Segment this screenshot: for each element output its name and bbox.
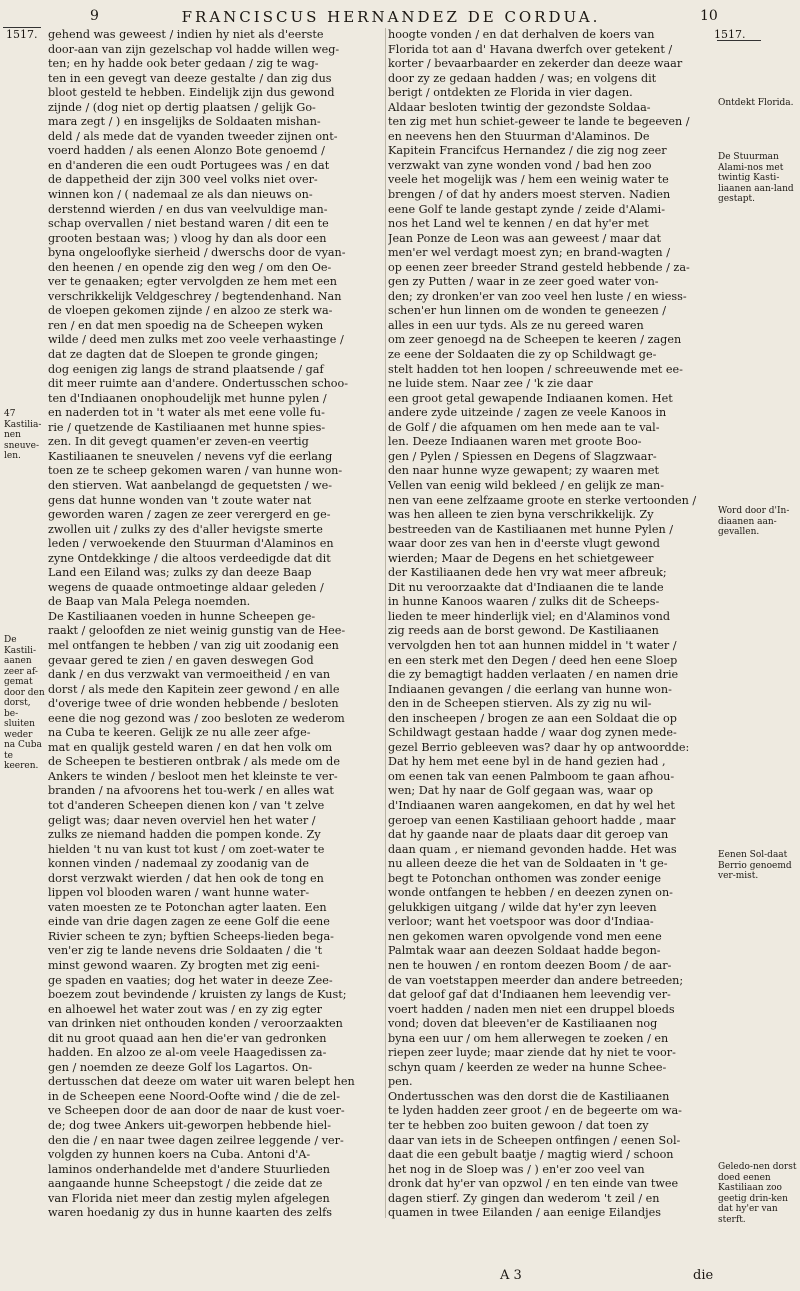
text-line: dit meer ruimte aan d'andere. Ondertusschen schoo- [48,377,349,391]
text-line: en neevens hen den Stuurman d'Alaminos. De [388,129,650,143]
signature-mark: A 3 [500,1268,522,1283]
text-line: dorst verzwakt wierden / dat hen ook de tong en [48,871,324,885]
text-line: verloor; want het voetspoor was door d'Indiaa- [388,915,654,929]
text-line: Ondertusschen was den dorst die de Kastiliaanen [388,1089,670,1103]
text-line: dronk dat hy'er van opzwol / en ten einde van twee [388,1177,679,1191]
text-line: branden / na afvoorens het tou-werk / en alles wat [48,784,334,798]
margin-note-right-2: De Stuurman Alami-nos met twintig Kasti-liaanen aan-land gestapt. [718,152,794,204]
right-text-column [388,28,714,1221]
text-line: mara zegt / ) en insgelijks de Soldaaten mishan- [48,115,321,129]
text-line: zig reeds aan de borst gewond. De Kastiliaanen [388,624,659,638]
text-line: schyn quam / keerden ze weder na hunne Schee- [388,1060,667,1074]
text-line: konnen vinden / nademaal zy zoodanig van de [48,857,310,871]
text-line: het nog in de Sloep was / ) en'er zoo veel van [388,1162,645,1176]
text-line: op eenen zeer breeder Strand gesteld hebbende / za- [388,260,690,274]
text-line: Dat hy hem met eene byl in de hand gezien had , [388,755,666,769]
text-line: andere zyde uitzeinde / zagen ze veele Kanoos in [388,406,667,420]
text-line: minst gewond waaren. Zy brogten met zig eeni- [48,959,320,972]
text-line: eene die nog gezond was / zoo besloten ze wederom [48,711,345,725]
text-line: dagen stierf. Zy gingen dan wederom 't zeil / en [388,1191,660,1205]
text-line: den naar hunne wyze gewapent; zy waaren met [388,464,659,478]
text-line: de Baap van Mala Pelega noemden. [48,595,251,609]
text-line: ten zig met hun schiet-geweer te lande te begeeven / [388,115,690,129]
text-line: daar van iets in de Scheepen ontfingen / eenen Sol- [388,1133,681,1147]
text-line: wilde / deed men zulks met zoo veele verhaastinge / [48,333,344,347]
text-line: tot d'anderen Scheepen dienen kon / van 't zelve [48,798,325,812]
text-line: te lyden hadden zeer groot / en de begeerte om wa- [388,1104,682,1118]
text-line: wen; Dat hy naar de Golf gegaan was, waar op [388,784,654,798]
text-line: daan quam , er niemand gevonden hadde. Het was [388,842,677,856]
text-line: die zy bemagtigt hadden verlaaten / en namen drie [388,668,679,682]
text-line: Vellen van eenig wild bekleed / en gelijk ze man- [388,478,665,492]
text-line: dank / en dus verzwakt van vermoeitheid / en van [48,668,331,682]
text-line: geroep van eenen Kastiliaan gehoort hadde , maar [388,813,676,827]
text-line: Kastiliaanen te sneuvelen / nevens vyf die eerlang [48,449,333,463]
text-line: vaten moesten ze te Potonchan agter laaten. Een [48,900,327,914]
margin-note-right-5: Geledo-nen dorst doed eenen Kastiliaan zoo geetig drin-ken dat hy'er van sterft. [718,1162,797,1225]
margin-note-right-4: Eenen Sol-daat Berrio genoemd ver-mist. [718,850,792,881]
text-line: byna ongelooflyke sierheid / dwerschs door de vyan- [48,246,346,260]
text-line: van Florida niet meer dan zestig mylen afgelegen [48,1191,330,1205]
text-line: waar door zes van hen in d'eerste vlugt gewond [388,537,660,551]
text-line: zulks ze niemand hadden die pompen konde. Zy [48,828,321,842]
left-text-column [48,28,384,1221]
text-line: nu alleen deeze die het van de Soldaaten in 't ge- [388,857,668,871]
text-line: zyne Ontdekkinge / die altoos verdeedigde dat dit [48,551,331,565]
text-line: ten; en hy hadde ook beter gedaan / zig te wag- [48,57,319,71]
text-line: en alhoewel het water zout was / en zy zig egter [48,1002,323,1016]
text-line: riepen zeer luyde; maar ziende dat hy niet te voor- [388,1046,676,1060]
text-line: schen'er hun linnen om de wonden te geneezen / [388,304,667,318]
margin-year-right: 1517. [714,28,746,41]
text-line: Palmtak waar aan deezen Soldaat hadde begon- [388,944,661,958]
text-line: den heenen / en opende zig den weg / om den Oe- [48,260,332,274]
text-line: Kapitein Francifcus Hernandez / die zig nog zeer [388,144,667,158]
text-line: dog eenigen zig langs de strand plaatsende / gaf [48,362,324,376]
text-line: nos het Land wel te kennen / en dat hy'er met [388,217,649,231]
text-line: den in de Scheepen stierven. Als zy zig nu wil- [388,697,652,711]
text-line: om eenen tak van eenen Palmboom te gaan afhou- [388,769,675,783]
text-line: stelt hadden tot hen loopen / schreeuwende met ee- [388,362,683,376]
text-line: quamen in twee Eilanden / aan eenige Eilandjes [388,1206,661,1220]
catchword: die [693,1268,714,1283]
text-line: dat hy gaande naar de plaats daar dit geroep van [388,828,669,842]
text-line: verschrikkelijk Veldgeschrey / begtendenhand. Nan [48,289,342,303]
text-line: De Kastiliaanen voeden in hunne Scheepen ge- [48,609,316,623]
margin-year-left: 1517. [6,28,38,41]
text-line: deld / als mede dat de vyanden tweeder zijnen ont- [48,129,338,143]
text-line: verzwakt van zyne wonden vond / bad hen zoo [388,158,652,172]
text-line: gelukkigen uitgang / wilde dat hy'er zyn leeven [388,900,657,914]
margin-note-right-1: Ontdekt Florida. [718,98,794,108]
text-line: dorst / als mede den Kapitein zeer gewond / en alle [48,682,340,696]
text-line: len. Deeze Indiaanen waren met groote Boo- [388,435,642,449]
text-line: Rivier scheen te zyn; byftien Scheeps-lieden bega- [48,929,334,943]
text-line: Dit nu veroorzaakte dat d'Indiaanen die te lande [388,580,664,594]
text-line: de Golf / die afquamen om hen mede aan te val- [388,420,660,434]
text-line: Jean Ponze de Leon was aan geweest / maar dat [388,231,662,245]
text-line: Indiaanen gevangen / die eerlang van hunne won- [388,682,672,696]
text-line: brengen / of dat hy anders moest sterven. Nadien [388,188,671,202]
text-line: door zy ze gedaan hadden / was; en volgens dit [388,71,657,85]
text-line: winnen kon / ( nademaal ze als dan nieuws on- [48,188,313,202]
text-line: d'Indiaanen waren aangekomen, en dat hy wel het [388,798,675,812]
text-line: begt te Potonchan onthomen was zonder eenige [388,871,662,885]
text-line: en naderden tot in 't water als met eene volle fu- [48,406,325,420]
text-line: na Cuba te keeren. Gelijk ze nu alle zeer afge- [48,726,311,740]
running-title: FRANCISCUS HERNANDEZ DE CORDUA. [181,8,601,26]
text-line: korter / bevaarbaarder en zekerder dan deeze waar [388,57,683,71]
text-line: gehend was geweest / indien hy niet als d'eerste [48,28,324,41]
text-line: een groot getal gewapende Indiaanen komen. Het [388,391,673,405]
text-line: nen gekomen waren opvolgende vond men eene [388,929,662,943]
text-line: vond; doven dat bleeven'er de Kastiliaanen nog [388,1017,658,1031]
text-line: byna een uur / om hem allerwegen te zoeken / en [388,1031,669,1045]
text-line: rie / quetzende de Kastiliaanen met hunne spies- [48,420,326,434]
text-line: dat geloof gaf dat d'Indiaanen hem leevendig ver- [388,988,671,1002]
text-line: derstennd wierden / en dus van veelvuldige man- [48,202,328,216]
text-line: om zeer genoegd na de Scheepen te keeren / zagen [388,333,682,347]
text-line: gen / noemden ze deeze Golf los Lagartos. On- [48,1060,313,1074]
text-line: ge spaden en vaaties; dog het water in deeze Zee- [48,973,333,987]
text-line: wierden; Maar de Degens en het schietgeweer [388,551,654,565]
text-line: boezem zout bevindende / kruisten zy langs de Kust; [48,988,347,1002]
text-line: nen van eene zelfzaame groote en sterke vertoonden / [388,493,697,507]
text-line: ne luide stem. Naar zee / 'k zie daar [388,377,593,391]
text-line: volgden zy hunnen koers na Cuba. Antoni d'A- [48,1148,311,1162]
text-line: aangaande hunne Scheepstogt / die zeide dat ze [48,1177,323,1191]
text-line: geworden waren / zagen ze zeer verergerd en ge- [48,508,331,522]
text-line: lieden te meer hinderlijk viel; en d'Alaminos vond [388,609,671,623]
text-line: Ankers te winden / besloot men het kleinste te ver- [48,769,338,783]
text-line: pen. [388,1075,413,1089]
text-line: ze eene der Soldaaten die zy op Schildwagt ge- [388,348,657,362]
text-line: ver te genaaken; egter vervolgden ze hem met een [48,275,337,289]
text-line: ten d'Indiaanen onophoudelijk met hunne pylen / [48,391,327,405]
text-line: waren hoedanig zy dus in hunne kaarten des zelfs [48,1206,333,1220]
margin-year-rule [717,40,761,41]
text-line: de vloepen gekomen zijnde / en alzoo ze sterk wa- [48,304,333,318]
page-number: 9 [90,8,99,24]
text-line: zijnde / (dog niet op dertig plaatsen / gelijk Go- [48,100,316,114]
text-line: voert hadden / naden men niet een druppel bloeds [388,1002,675,1016]
text-line: Land een Eiland was; zulks zy dan deeze Baap [48,566,312,580]
text-line: raakt / geloofden ze niet weinig gunstig van de Hee- [48,624,346,638]
text-line: der Kastiliaanen dede hen vry wat meer afbreuk; [388,566,667,580]
text-line: ven'er zig te lande nevens drie Soldaaten / die 't [48,944,323,958]
text-line: Florida tot aan d' Havana dwerfch over getekent / [388,42,673,56]
text-line: ter te hebben zoo buiten gewoon / dat toen zy [388,1119,649,1133]
text-line: in hunne Kanoos waaren / zulks dit de Scheeps- [388,595,660,609]
text-line: mat en qualijk gesteld waren / en dat hen volk om [48,740,333,754]
text-line: gezel Berrio gebleeven was? daar hy op antwoordde: [388,740,690,754]
text-line: dat ze dagten dat de Sloepen te gronde gingen; [48,348,319,362]
text-line: vervolgden hen tot aan hunnen middel in 't water / [388,638,677,652]
text-line: gevaar gered te zien / en gaven deswegen God [48,653,314,667]
text-line: voerd hadden / als eenen Alonzo Bote genoemd / [48,144,325,158]
text-line: gen / Pylen / Spiessen en Degens of Slagzwaar- [388,449,657,463]
text-line: zwollen uit / zulks zy des d'aller hevigste smerte [48,522,323,536]
text-line: de van voetstappen meerder dan andere betreeden; [388,973,684,987]
text-line: grooten bestaan was; ) vloog hy dan als door een [48,231,327,245]
text-line: ren / en dat men spoedig na de Scheepen wyken [48,318,324,332]
text-line: den; zy dronken'er van zoo veel hen luste / en wiess- [388,289,687,303]
margin-note-left-1: 47 Kastilia-nen sneuve-len. [4,409,42,461]
text-line: en d'anderen die een oudt Portugees was / en dat [48,158,330,172]
text-line: den stierven. Wat aanbelangd de gequetsten / we- [48,478,333,492]
text-line: bloot gesteld te hebben. Eindelijk zijn dus gewond [48,86,335,100]
text-line: berigt / ontdekten ze Florida in vier dagen. [388,86,633,100]
text-line: den die / en naar twee dagen zeilree leggende / ver- [48,1133,344,1147]
text-line: hoogte vonden / en dat derhalven de koers van [388,28,655,41]
text-line: de; dog twee Ankers uit-geworpen hebbende hiel- [48,1119,332,1133]
text-line: hielden 't nu van kust tot kust / om zoet-water te [48,842,325,856]
text-line: men'er wel verdagt moest zyn; en brand-wagten / [388,246,670,260]
text-line: wonde ontfangen te hebben / en deezen zynen on- [388,886,673,900]
text-line: lippen vol blooden waren / want hunne water- [48,886,310,900]
text-line: eene Golf te lande gestapt zynde / zeide d'Alami- [388,202,665,216]
text-line: schap overvallen / niet bestand waren / dit een te [48,217,329,231]
column-divider [385,28,386,1218]
text-line: van drinken niet onthouden konden / veroorzaakten [48,1017,343,1031]
text-line: hadden. En alzoo ze al-om veele Haagedissen za- [48,1046,327,1060]
text-line: toen ze te scheep gekomen waren / van hunne won- [48,464,343,478]
text-line: geligt was; daar neven overviel hen het water / [48,813,316,827]
text-line: dit nu groot quaad aan hen die'er van gedronken [48,1031,327,1045]
text-line: Aldaar besloten twintig der gezondste Soldaa- [388,100,651,114]
text-line: veele het mogelijk was / hem een weinig water te [388,173,669,187]
text-line: de dappetheid der zijn 300 veel volks niet over- [48,173,318,187]
text-line: ve Scheepen door de aan door de naar de kust voer- [48,1104,345,1118]
text-line: wegens de quaade ontmoetinge aldaar geleden / [48,580,324,594]
page-number-right: 10 [700,8,718,24]
margin-note-left-2: De Kastili-aanen zeer af-gemat door den dorst, be-sluiten weder na Cuba te keeren. [4,635,45,771]
text-line: door-aan van zijn gezelschap vol hadde willen weg- [48,42,340,56]
text-line: den inscheepen / brogen ze aan een Soldaat die op [388,711,677,725]
text-line: leden / verwoekende den Stuurman d'Alaminos en [48,537,334,551]
text-line: dertusschen dat deeze om water uit waren belept hen [48,1075,355,1089]
text-line: gen zy Putten / waar in ze zeer goed water von- [388,275,659,289]
text-line: nen te houwen / en rontom deezen Boom / de aar- [388,959,672,972]
text-line: was hen alleen te zien byna verschrikkelijk. Zy [388,508,654,522]
text-line: einde van drie dagen zagen ze eene Golf die eene [48,915,330,929]
text-line: gens dat hunne wonden van 't zoute water nat [48,493,312,507]
text-line: ten in een gevegt van deeze gestalte / dan zig dus [48,71,332,85]
text-line: d'overige twee of drie wonden hebbende / besloten [48,697,339,711]
text-line: Schildwagt gestaan hadde / waar dog zynen mede- [388,726,677,740]
text-line: daat die een gebult baatje / magtig wierd / schoon [388,1148,674,1162]
text-line: in de Scheepen eene Noord-Oofte wind / die de zel- [48,1089,341,1103]
text-line: alles in een uur tyds. Als ze nu gereed waren [388,318,644,332]
text-line: mel ontfangen te hebben / van zig uit zoodanig een [48,638,339,652]
text-line: en een sterk met den Degen / deed hen eene Sloep [388,653,678,667]
text-line: laminos onderhandelde met d'andere Stuurlieden [48,1162,330,1176]
margin-note-right-3: Word door d'In-diaanen aan-gevallen. [718,506,790,537]
text-line: bestreeden van de Kastiliaanen met hunne Pylen / [388,522,674,536]
text-line: zen. In dit gevegt quamen'er zeven-en veertig [48,435,309,449]
text-line: de Scheepen te bestieren ontbrak / als mede om de [48,755,340,769]
